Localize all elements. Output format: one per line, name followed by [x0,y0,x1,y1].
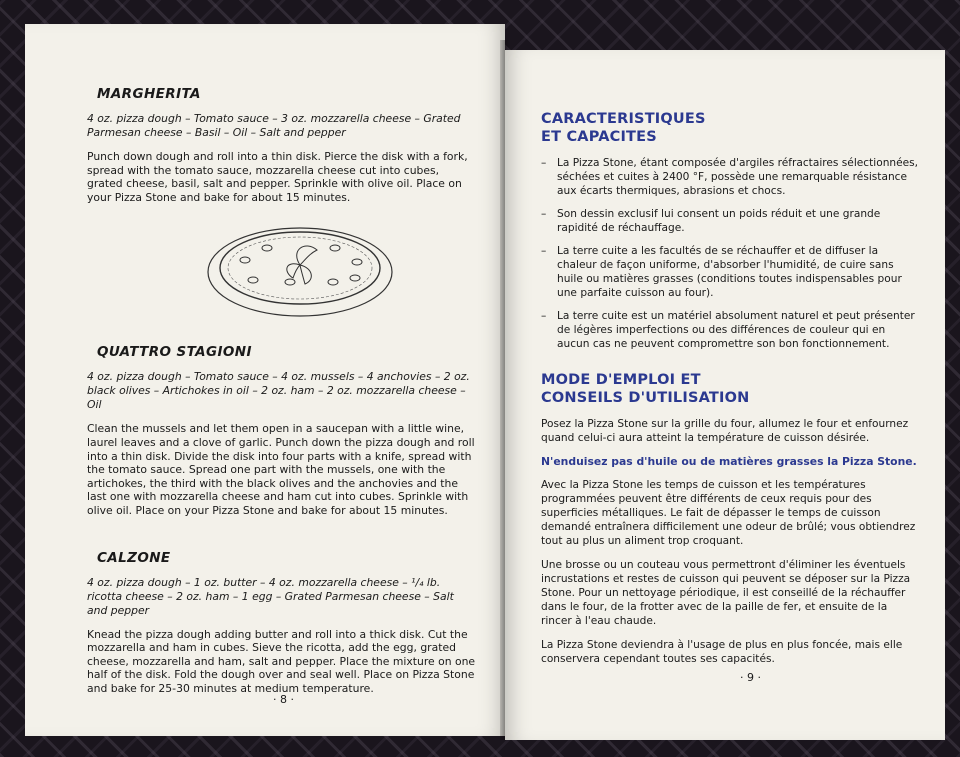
page-number: · 8 · [273,693,294,706]
recipe-method: Knead the pizza dough adding butter and roll into a thick disk. Cut the mozzarella and ham in cubes. Sieve the ricotta, add the egg, grated cheese, mozzarella and ham, salt and pepper. Place the mixture on one half of the disk. Fold the dough over and seal well. Place on Pizza Stone and bake for 25-30 minutes at medium temperature. [87,627,476,695]
recipe-method: Punch down dough and roll into a thin disk. Pierce the disk with a fork, spread with the tomato sauce, mozzarella cheese cut into cubes, grated cheese, basil, salt and pepper. Sprinkle with olive oil. Place on your Pizza Stone and bake for about 15 minutes. [87,150,468,204]
recipe-calzone [87,550,477,696]
recipe-title: CALZONE [97,549,171,566]
list-item: – La terre cuite est un matériel absolument naturel et peut présenter de légères imperfections ou des différences de couleur qui en aucun cas ne peuvent compromettre son bon fonctionnement. [541,309,919,351]
warning-text: N'enduisez pas d'huile ou de matières grasses la Pizza Stone. [541,455,917,468]
section-heading-usage [541,371,919,407]
section-heading-characteristics [541,110,919,146]
recipe-margherita [87,86,477,204]
left-page [25,24,505,736]
right-page [505,50,945,740]
characteristics-list [541,156,919,351]
paragraph: La Pizza Stone deviendra à l'usage de plus en plus foncée, mais elle conservera cependant toutes ses capacités. [541,639,903,665]
list-item: – La Pizza Stone, étant composée d'argiles réfractaires sélectionnées, séchées et cuites à 2400 °F, possède une remarquable résistance aux écarts thermiques, abrasions et chocs. [541,156,919,198]
recipe-ingredients: 4 oz. pizza dough – Tomato sauce – 3 oz. mozzarella cheese – Grated Parmesan cheese – Basil – Oil – Salt and pepper [87,112,461,139]
paragraph: Une brosse ou un couteau vous permettront d'éliminer les éventuels incrustations et restes de cuisson qui peuvent se déposer sur la Pizza Stone. Pour un nettoyage périodique, il est conseillé de la réchauffer dans le four, de la frotter avec de la paille de fer, et ensuite de la rincer à l'eau chaude. [541,559,911,627]
recipe-ingredients: 4 oz. pizza dough – Tomato sauce – 4 oz. mussels – 4 anchovies – 2 oz. black olives – Artichokes in oil – 2 oz. ham – 2 oz. mozzarella cheese – Oil [87,370,470,412]
page-number: · 9 · [740,671,761,684]
heading-line: MODE D'EMPLOI ET [541,372,701,388]
paragraph: Posez la Pizza Stone sur la grille du four, allumez le four et enfournez quand celui-ci aura atteint la température de cuisson désirée. [541,418,909,444]
recipe-title: QUATTRO STAGIONI [97,344,252,361]
heading-line: ET CAPACITES [541,129,657,145]
recipe-title: MARGHERITA [97,86,201,102]
list-item: – La terre cuite a les facultés de se réchauffer et de diffuser la chaleur de façon uniforme, d'absorber l'humidité, de cuire sans huile ou matières grasses (conditions toutes indispensables pour une parfaite cuisson au four). [541,244,919,300]
heading-line: CONSEILS D'UTILISATION [541,390,750,406]
pizza-illustration [205,220,395,320]
recipe-ingredients: 4 oz. pizza dough – 1 oz. butter – 4 oz. mozzarella cheese – ¹/₄ lb. ricotta cheese – 2 oz. ham – 1 egg – Grated Parmesan cheese – Salt and pepper [87,575,454,617]
paragraph: Avec la Pizza Stone les temps de cuisson et les températures programmées peuvent être différents de ceux requis pour des superficies métalliques. Le fait de dépasser le temps de cuisson demandé entraînera difficilement une odeur de brûlé; vous obtiendrez tout au plus un aliment trop croquant. [541,479,916,547]
list-item: – Son dessin exclusif lui consent un poids réduit et une grande rapidité de réchauffage. [541,207,919,235]
recipe-method: Clean the mussels and let them open in a saucepan with a little wine, laurel leaves and a clove of garlic. Punch down the pizza dough and roll into a thin disk. Divide the disk into four parts with a knife, spread with the tomato sauce. Spread one part with the mussels, one with the artichokes, the third with the black olives and the anchovies and the last one with mozzarella cheese and ham cut into cubes. Sprinkle with olive oil. Place on your Pizza Stone and bake for about 15 minutes. [87,422,475,517]
heading-line: CARACTERISTIQUES [541,111,706,127]
recipe-quattro-stagioni [87,344,477,517]
